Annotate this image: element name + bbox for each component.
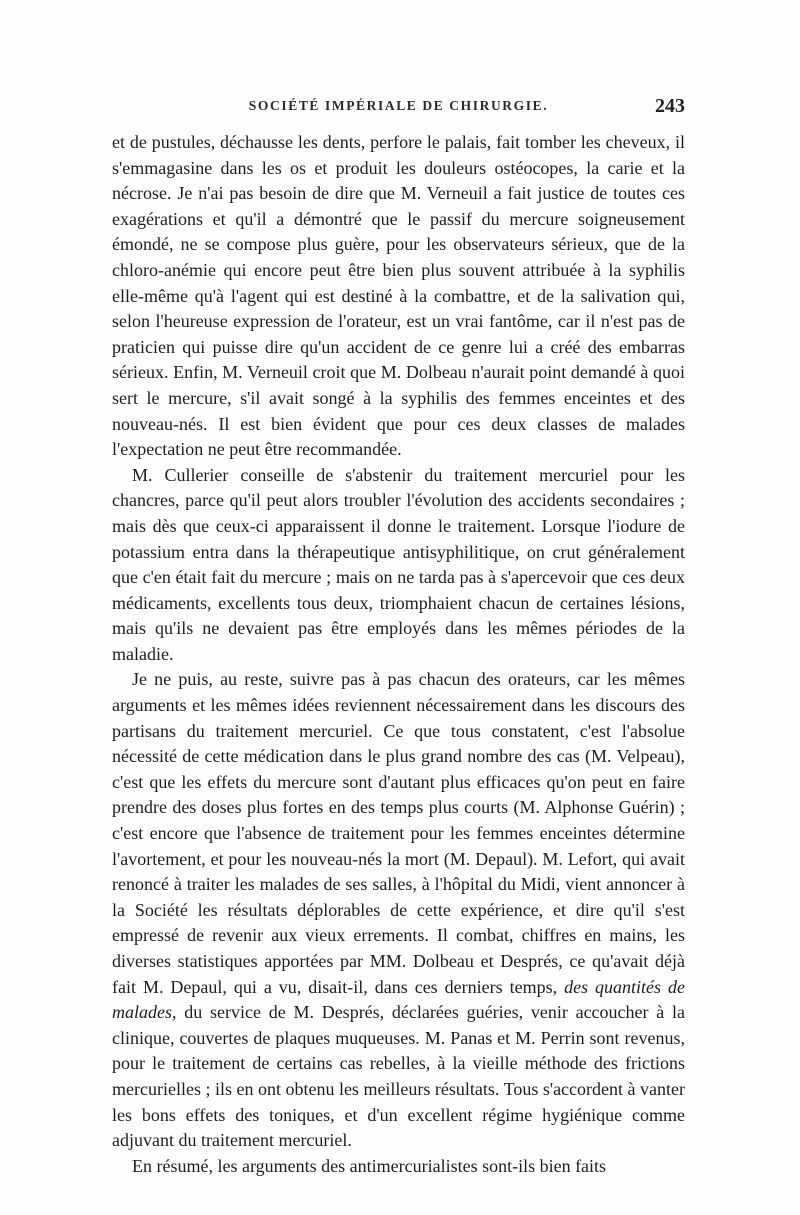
- running-head: [112, 95, 685, 122]
- italic-phrase: des quantités de malades: [112, 976, 685, 1023]
- paragraph-3-part-1: Je ne puis, au reste, suivre pas à pas chacun des orateurs, car les mêmes arguments et les mêmes idées reviennent nécessairement dans les discours des partisans du traitement mercuriel. Ce que tous constatent, c'est l'absolue nécessité de cette médication dans le plus grand nombre des cas (M. Velpeau), c'est que les effets du mercure sont d'autant plus efficaces qu'on peut en faire prendre des doses plus fortes en des temps plus courts (M. Alphonse Guérin) ; c'est encore que l'absence de traitement pour les femmes enceintes détermine l'avortement, et pour les nouveau-nés la mort (M. Depaul). M. Lefort, qui avait renoncé à traiter les malades de ses salles, à l'hôpital du Midi, vient annoncer à la Société les résultats déplorables de cette expérience, et dire qu'il s'est empressé de revenir aux vieux errements. Il combat, chiffres en mains, les diverses statistiques apportées par MM. Dolbeau et Després, ce qu'avait déjà fait M. Depaul, qui a vu, disait-il, dans ces derniers temps,: [112, 669, 685, 997]
- paragraph-3-part-2: , du service de M. Després, déclarées guéries, venir accoucher à la clinique, couvertes de plaques muqueuses. M. Panas et M. Perrin sont revenus, pour le traitement de certains cas rebelles, à la vieille méthode des frictions mercurielles ; ils en ont obtenu les meilleurs résultats. Tous s'accordent à vanter les bons effets des toniques, et d'un excellent régime hygiénique comme adjuvant du traitement mercuriel.: [112, 1002, 685, 1151]
- body-text: [112, 130, 685, 1179]
- paragraph-1: et de pustules, déchausse les dents, perfore le palais, fait tomber les cheveux, il s'emmagasine dans les os et produit les douleurs ostéocopes, la carie et la nécrose. Je n'ai pas besoin de dire que M. Verneuil a fait justice de toutes ces exagérations et qu'il a démontré que le passif du mercure soigneusement émondé, ne se compose plus guère, pour les observateurs sérieux, que de la chloro-anémie qui encore peut être bien plus souvent attribuée à la syphilis elle-même qu'à l'agent qui est destiné à la combattre, et de la salivation qui, selon l'heureuse expression de l'orateur, est un vrai fantôme, car il n'est pas de praticien qui puisse dire qu'un accident de ce genre lui a créé des embarras sérieux. Enfin, M. Verneuil croit que M. Dolbeau n'aurait point demandé à quoi sert le mercure, s'il avait songé à la syphilis des femmes enceintes et des nouveau-nés. Il est bien évident que pour ces deux classes de malades l'expectation ne peut être recommandée.: [112, 132, 685, 460]
- paragraph-3: [112, 667, 685, 1153]
- page-number: 243: [655, 95, 685, 117]
- running-title: SOCIÉTÉ IMPÉRIALE DE CHIRURGIE.: [248, 98, 549, 113]
- paragraph-4: En résumé, les arguments des antimercurialistes sont-ils bien faits: [132, 1155, 607, 1176]
- paragraph-2: M. Cullerier conseille de s'abstenir du traitement mercuriel pour les chancres, parce qu'il peut alors troubler l'évolution des accidents secondaires ; mais dès que ceux-ci apparaissent il donne le traitement. Lorsque l'iodure de potassium entra dans la thérapeutique antisyphilitique, on crut généralement que c'en était fait du mercure ; mais on ne tarda pas à s'apercevoir que ces deux médicaments, excellents tous deux, triomphaient chacun de certaines lésions, mais qu'ils ne devaient pas être employés dans les mêmes périodes de la maladie.: [112, 464, 685, 664]
